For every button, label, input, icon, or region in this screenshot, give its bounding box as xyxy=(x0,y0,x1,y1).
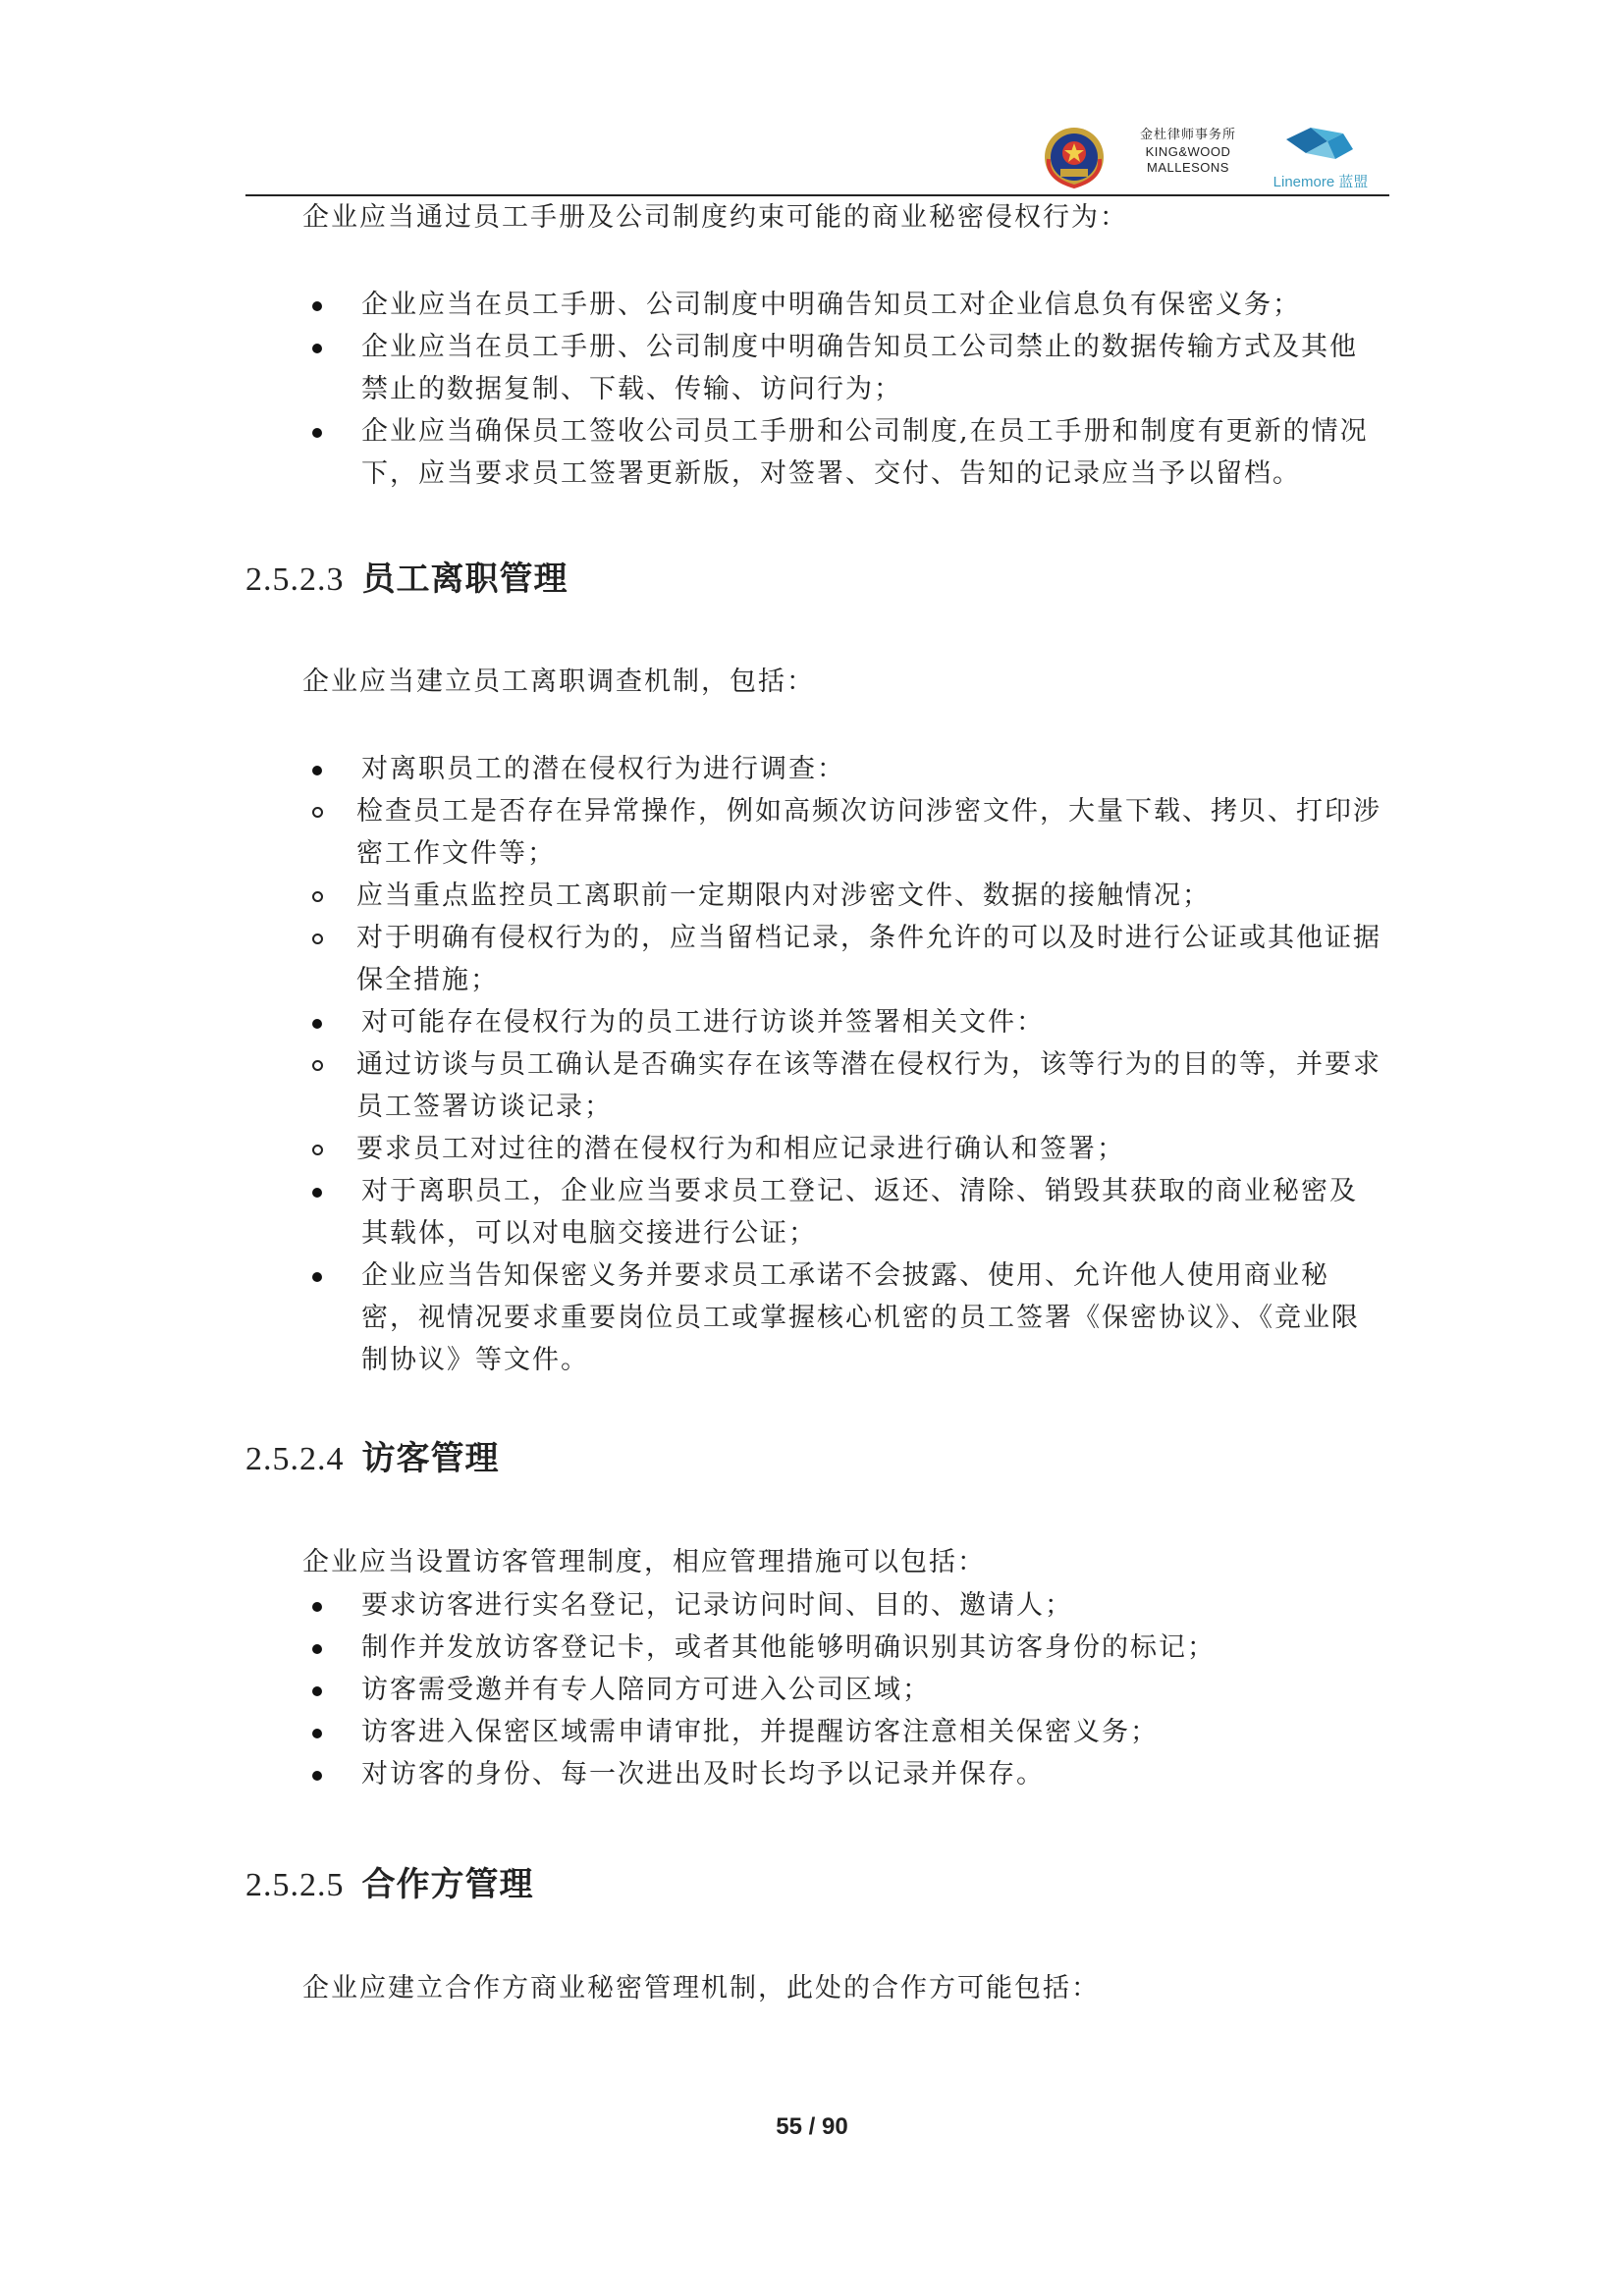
list-item xyxy=(302,917,1382,1001)
bullet-icon xyxy=(302,326,332,368)
bullet-icon xyxy=(302,1711,332,1753)
bullet-icon xyxy=(302,1753,332,1795)
list-item xyxy=(302,1753,1382,1795)
list-item-text: 企业应当在员工手册、公司制度中明确告知员工对企业信息负有保密义务； xyxy=(361,290,1301,320)
section-title: 合作方管理 xyxy=(361,1865,534,1904)
section-lead: 企业应当建立员工离职调查机制，包括： xyxy=(302,667,815,697)
list-item-text: 对访客的身份、每一次进出及时长均予以记录并保存。 xyxy=(361,1759,1045,1789)
kwm-logo xyxy=(1129,124,1247,192)
list-item-text: 企业应当在员工手册、公司制度中明确告知员工公司禁止的数据传输方式及其他禁止的数据复制、下载、传输、访问行为； xyxy=(361,332,1358,404)
list-item-text: 对可能存在侵权行为的员工进行访谈并签署相关文件： xyxy=(361,1007,1045,1038)
linemore-logo-text: Linemore 蓝盟 xyxy=(1272,174,1369,190)
list-item xyxy=(302,1627,1382,1669)
list-item-text: 通过访谈与员工确认是否确实存在该等潜在侵权行为，该等行为的目的等，并要求员工签署访谈记录； xyxy=(356,1049,1381,1122)
list-item-text: 制作并发放访客登记卡，或者其他能够明确识别其访客身份的标记； xyxy=(361,1632,1216,1663)
list-item xyxy=(302,1255,1382,1381)
police-emblem-logo xyxy=(1039,120,1110,190)
circle-bullet-icon xyxy=(302,1043,332,1086)
circle-bullet-icon xyxy=(302,790,332,832)
list-item xyxy=(302,790,1382,875)
list-item-text: 访客进入保密区域需申请审批，并提醒访客注意相关保密义务； xyxy=(361,1717,1159,1747)
page-number: 55 / 90 xyxy=(776,2113,848,2140)
list-item-text: 要求员工对过往的潜在侵权行为和相应记录进行确认和签署； xyxy=(356,1134,1125,1164)
page-header xyxy=(245,108,1389,196)
bullet-icon xyxy=(302,1669,332,1711)
bullet-icon xyxy=(302,1627,332,1669)
list-item-text: 检查员工是否存在异常操作，例如高频次访问涉密文件，大量下载、拷贝、打印涉密工作文件等； xyxy=(356,796,1381,869)
list-item xyxy=(302,284,1382,326)
list-item-text: 对于离职员工，企业应当要求员工登记、返还、清除、销毁其获取的商业秘密及其载体，可以对电脑交接进行公证； xyxy=(361,1176,1358,1249)
section-heading-2525 xyxy=(245,1857,534,1905)
bullet-icon xyxy=(302,1255,332,1297)
list-item xyxy=(302,1584,1382,1627)
kwm-logo-en-2: MALLESONS xyxy=(1147,160,1229,175)
list-item-text: 对于明确有侵权行为的，应当留档记录，条件允许的可以及时进行公证或其他证据保全措施； xyxy=(356,923,1381,995)
section-heading-2523 xyxy=(245,552,568,600)
bullet-icon xyxy=(302,284,332,326)
linemore-logo xyxy=(1267,120,1375,194)
list-item xyxy=(302,748,1382,790)
section-number: 2.5.2.5 xyxy=(245,1867,345,1903)
bullet-icon xyxy=(302,748,332,790)
list-item-text: 企业应当告知保密义务并要求员工承诺不会披露、使用、允许他人使用商业秘密，视情况要求重要岗位员工或掌握核心机密的员工签署《保密协议》、《竞业限制协议》等文件。 xyxy=(361,1260,1360,1375)
list-item xyxy=(302,1128,1382,1170)
bullet-icon xyxy=(302,1584,332,1627)
list-item-text: 访客需受邀并有专人陪同方可进入公司区域； xyxy=(361,1675,931,1705)
list-item-text: 要求访客进行实名登记，记录访问时间、目的、邀请人； xyxy=(361,1590,1073,1621)
list-item-text: 对离职员工的潜在侵权行为进行调查： xyxy=(361,754,845,784)
kwm-logo-en-1: KING&WOOD xyxy=(1145,144,1231,159)
list-item xyxy=(302,326,1382,410)
section-heading-2524 xyxy=(245,1431,500,1479)
kwm-logo-cn: 金杜律师事务所 xyxy=(1139,127,1236,141)
circle-bullet-icon xyxy=(302,875,332,917)
list-item xyxy=(302,1001,1382,1043)
circle-bullet-icon xyxy=(302,1128,332,1170)
bullet-icon xyxy=(302,1170,332,1212)
list-item xyxy=(302,1170,1382,1255)
list-item-text: 企业应当确保员工签收公司员工手册和公司制度,在员工手册和制度有更新的情况下，应当要求员工签署更新版，对签署、交付、告知的记录应当予以留档。 xyxy=(361,416,1369,489)
section-title: 员工离职管理 xyxy=(361,560,568,599)
circle-bullet-icon xyxy=(302,917,332,959)
section-number: 2.5.2.3 xyxy=(245,561,345,598)
list-item xyxy=(302,1669,1382,1711)
section-title: 访客管理 xyxy=(361,1439,500,1478)
list-item xyxy=(302,1711,1382,1753)
section-lead: 企业应建立合作方商业秘密管理机制，此处的合作方可能包括： xyxy=(302,1973,1100,2003)
list-item xyxy=(302,875,1382,917)
bullet-icon xyxy=(302,410,332,453)
list-item xyxy=(302,1043,1382,1128)
list-item-text: 应当重点监控员工离职前一定期限内对涉密文件、数据的接触情况； xyxy=(356,881,1211,911)
bullet-icon xyxy=(302,1001,332,1043)
intro-paragraph: 企业应当通过员工手册及公司制度约束可能的商业秘密侵权行为： xyxy=(302,202,1128,233)
section-lead: 企业应当设置访客管理制度，相应管理措施可以包括： xyxy=(302,1547,986,1577)
list-item xyxy=(302,410,1382,495)
section-number: 2.5.2.4 xyxy=(245,1441,345,1477)
